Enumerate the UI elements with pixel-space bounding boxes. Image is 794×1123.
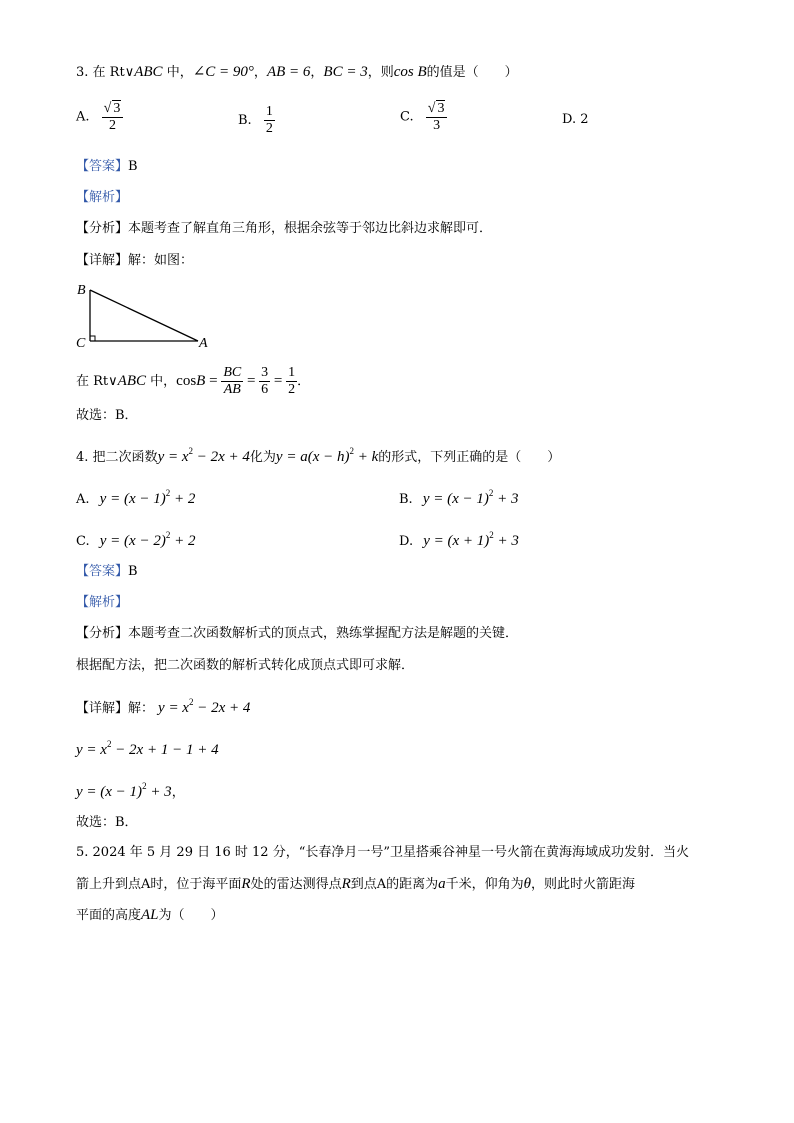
- q4-detail: [76, 692, 250, 719]
- q3-option-c: [400, 100, 447, 134]
- option-text: 2: [580, 112, 589, 127]
- math-function: $y = x^2 - 2x + 4$: [157, 446, 250, 465]
- text: 中，: [166, 65, 193, 80]
- option-letter: A.: [76, 492, 90, 507]
- math-abc: ABC: [117, 373, 147, 389]
- text: 的形式，下列正确的是（ ）: [378, 450, 561, 465]
- math-b: B: [196, 373, 206, 389]
- text: 箭上升到点A时，位于海平面: [76, 877, 242, 892]
- text: 到点A的距离为: [350, 877, 439, 892]
- q5-line2: [76, 874, 635, 895]
- math-vertex-form: $y = a(x - h)^2 + k$: [275, 446, 379, 465]
- q4-analysis-tag: [76, 593, 128, 613]
- q4-step2: [76, 734, 219, 761]
- text: 在 Rt∨: [76, 374, 118, 389]
- q4-fenxi: [76, 624, 518, 644]
- triangle-figure: [74, 280, 214, 352]
- math-r: R: [241, 876, 251, 892]
- math-cosb: cos B: [393, 64, 427, 80]
- text: ，则此时火箭距海: [531, 877, 636, 892]
- option-letter: B.: [238, 113, 252, 128]
- fenxi-tag: 【分析】: [76, 626, 129, 641]
- answer-tag: 【答案】: [76, 564, 129, 579]
- fenxi-tag: 【分析】: [76, 221, 129, 236]
- analysis-tag: 【解析】: [76, 595, 129, 610]
- option-expr: $y = (x - 2)^2 + 2$: [99, 530, 196, 549]
- option-letter: D.: [562, 112, 577, 127]
- q3-analysis-tag: [76, 188, 128, 208]
- fraction: $\frac{√ 3}{3}$: [426, 100, 448, 134]
- math-a: a: [438, 876, 446, 892]
- label-a: A: [199, 336, 208, 351]
- label-c: C: [76, 336, 86, 351]
- q3-option-b: [238, 104, 275, 137]
- math-step2: $y = x^2 - 2x + 1 - 1 + 4$: [76, 739, 219, 758]
- q3-detail: [76, 251, 193, 271]
- answer-value: B: [128, 564, 138, 579]
- question-number: 4.: [76, 450, 89, 465]
- q4-option-d: [399, 525, 519, 552]
- question-number: 3.: [76, 65, 89, 80]
- text: 为（ ）: [158, 908, 224, 923]
- math-angle: ∠C = 90°: [192, 64, 254, 80]
- detail-tag: 【详解】: [76, 253, 129, 268]
- option-expr: $y = (x - 1)^2 + 3$: [422, 488, 519, 507]
- q4-choose: [76, 813, 138, 833]
- text: ．: [297, 374, 311, 389]
- text: 把二次函数: [92, 450, 158, 465]
- option-letter: C.: [400, 109, 414, 125]
- option-letter: D.: [399, 534, 414, 549]
- q5-line1: [76, 843, 689, 863]
- math-theta: θ: [523, 876, 532, 892]
- option-letter: C.: [76, 534, 90, 549]
- text: 平面的高度: [76, 908, 142, 923]
- detail-text: 解：如图：: [128, 253, 194, 268]
- option-letter: B.: [399, 492, 413, 507]
- label-b: B: [77, 283, 86, 298]
- q4-fenxi2: [76, 656, 414, 676]
- text: 的值是（ ）: [426, 65, 518, 80]
- q3-answer: [76, 157, 138, 177]
- option-letter: A.: [76, 109, 90, 125]
- text: 处的雷达测得点: [250, 877, 342, 892]
- math-cos: cos: [176, 373, 197, 389]
- option-expr: $y = (x + 1)^2 + 3$: [423, 530, 519, 549]
- fraction: $\frac{1}{2}$: [265, 104, 273, 136]
- math-step1: $y = x^2 - 2x + 4$: [158, 697, 251, 716]
- fraction-3-6: $\frac{3}{6}$: [261, 365, 269, 397]
- q4-step3: [76, 776, 185, 803]
- math-step3: $y = (x - 1)^2 + 3$: [76, 781, 172, 800]
- text: 在 Rt∨: [92, 65, 135, 80]
- q4-option-a: [76, 483, 195, 510]
- text: 5. 2024 年 5 月 29 日 16 时 12 分，“长春净月一号”卫星搭乘谷神星一号火箭在黄海海域成功发射．当火: [76, 845, 690, 860]
- analysis-tag: 【解析】: [76, 190, 129, 205]
- math-r: R: [341, 876, 351, 892]
- q4-answer: [76, 562, 138, 582]
- q3-solution: 在 Rt∨ABC 中，cosB = $\frac{BC}{AB}$ = $\frac{3}{6}$ = $\frac{1}{2}$ ．: [76, 365, 311, 397]
- fraction: $\frac{√ 3}{2}$: [102, 100, 124, 134]
- option-expr: $y = (x - 1)^2 + 2$: [99, 488, 196, 507]
- text: ，: [310, 65, 324, 80]
- text: ，: [253, 65, 267, 80]
- fenxi-text: 根据配方法，把二次函数的解析式转化成顶点式即可求解．: [76, 658, 415, 673]
- answer-tag: 【答案】: [76, 159, 129, 174]
- text: ，则: [367, 65, 394, 80]
- fraction-bc-ab: $\frac{BC}{AB}$: [223, 365, 242, 397]
- q3-option-a: [76, 100, 123, 134]
- q3-option-d: [562, 110, 589, 130]
- fraction-1-2: $\frac{1}{2}$: [288, 365, 296, 397]
- text: 千米，仰角为: [445, 877, 524, 892]
- q5-line3: [76, 905, 224, 926]
- detail-tag: 【详解】: [76, 701, 129, 716]
- q3-choose: [76, 406, 138, 426]
- choose-text: 故选：B．: [76, 815, 138, 830]
- math-al: AL: [141, 907, 159, 923]
- math-bc: BC = 3: [323, 64, 368, 80]
- choose-text: 故选：B．: [76, 408, 138, 423]
- text: 中，: [150, 374, 177, 389]
- answer-value: B: [128, 159, 138, 174]
- q3-fenxi: [76, 219, 492, 239]
- q4-stem: [76, 441, 560, 468]
- detail-text: 解：: [128, 701, 155, 716]
- fenxi-text: 本题考查了解直角三角形，根据余弦等于邻边比斜边求解即可．: [128, 221, 493, 236]
- q3-stem: [76, 62, 518, 83]
- q4-option-c: [76, 525, 195, 552]
- q4-option-b: [399, 483, 519, 510]
- text: 化为: [249, 450, 276, 465]
- math-ab: AB = 6: [266, 64, 311, 80]
- math-abc: ABC: [134, 64, 163, 80]
- fenxi-text: 本题考查二次函数解析式的顶点式，熟练掌握配方法是解题的关键．: [128, 626, 519, 641]
- text: ，: [171, 785, 185, 800]
